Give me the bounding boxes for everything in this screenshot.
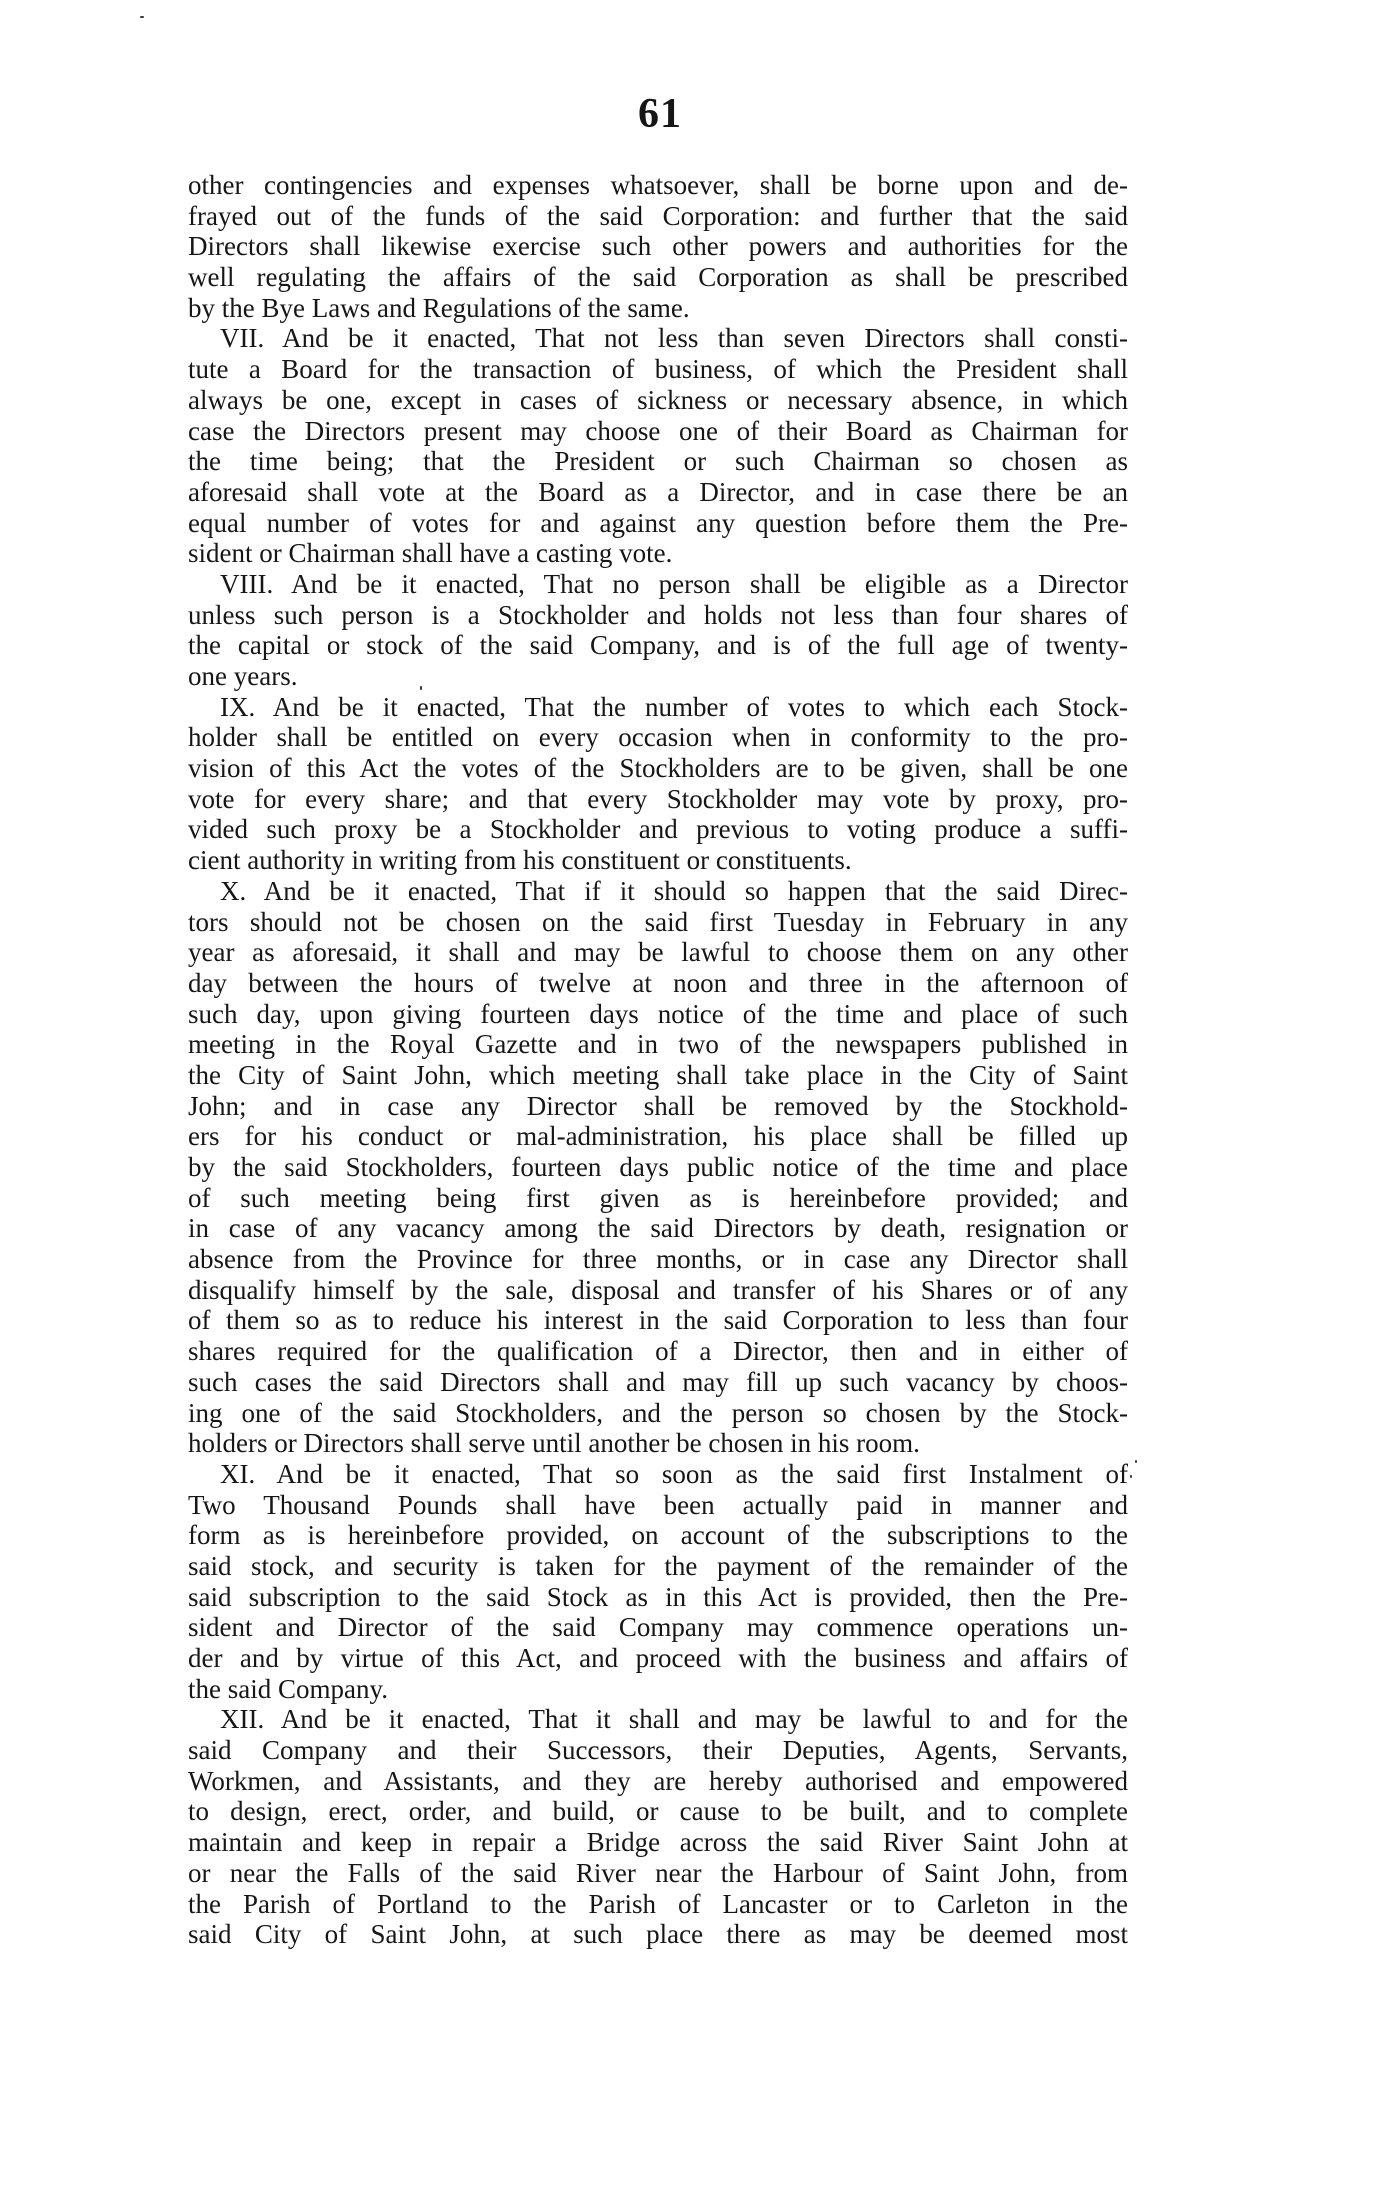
section-vii-heading-line: VII. And be it enacted, That not less than seven Directors shall consti-: [220, 323, 1128, 354]
section-ix-heading-line: IX. And be it enacted, That the number of votes to which each Stock-: [220, 691, 1128, 722]
text-line: said stock, and security is taken for the payment of the remainder of the: [188, 1550, 1128, 1581]
text-line: such cases the said Directors shall and may fill up such vacancy by choos-: [188, 1366, 1128, 1397]
text-line: meeting in the Royal Gazette and in two of the newspapers published in: [188, 1029, 1128, 1060]
text-line: Directors shall likewise exercise such other powers and authorities for the: [188, 231, 1128, 262]
text-line: the said Company.: [188, 1673, 388, 1704]
text-line: of them so as to reduce his interest in the said Corporation to less than four: [188, 1305, 1128, 1336]
section-xii-heading-line: XII. And be it enacted, That it shall and may be lawful to and for the: [220, 1704, 1128, 1735]
text-line: the Parish of Portland to the Parish of Lancaster or to Carleton in the: [188, 1888, 1128, 1919]
text-line: by the said Stockholders, fourteen days public notice of the time and place: [188, 1152, 1128, 1182]
text-line: sident or Chairman shall have a casting vote.: [188, 538, 673, 569]
text-line: holders or Directors shall serve until another be chosen in his room.: [188, 1428, 920, 1459]
section-xi-heading-line: XI. And be it enacted, That so soon as the said first Instalment of: [220, 1458, 1128, 1489]
text-line: holder shall be entitled on every occasion when in conformity to the pro-: [188, 722, 1128, 753]
text-line: ing one of the said Stockholders, and the person so chosen by the Stock-: [188, 1397, 1128, 1428]
body-text: [188, 170, 1128, 1950]
text-line: said subscription to the said Stock as in this Act is provided, then the Pre-: [188, 1581, 1128, 1612]
text-line: form as is hereinbefore provided, on account of the subscriptions to the: [188, 1520, 1128, 1551]
text-line: of such meeting being first given as is hereinbefore provided; and: [188, 1182, 1128, 1213]
text-line: vided such proxy be a Stockholder and previous to voting produce a suffi-: [188, 814, 1128, 845]
section-x-heading-line: X. And be it enacted, That if it should so happen that the said Direc-: [220, 875, 1128, 906]
text-line: by the Bye Laws and Regulations of the same.: [188, 292, 690, 323]
text-line: disqualify himself by the sale, disposal and transfer of his Shares or of any: [188, 1274, 1128, 1305]
text-line: shares required for the qualification of a Director, then and in either of: [188, 1336, 1128, 1367]
text-line: or near the Falls of the said River near the Harbour of Saint John, from: [188, 1857, 1128, 1888]
page-number: 61: [638, 91, 682, 137]
text-line: tors should not be chosen on the said first Tuesday in February in any: [188, 906, 1128, 937]
text-line: such day, upon giving fourteen days notice of the time and place of such: [188, 998, 1128, 1029]
text-line: ers for his conduct or mal-administration, his place shall be filled up: [188, 1121, 1128, 1152]
text-line: Workmen, and Assistants, and they are hereby authorised and empowered: [188, 1765, 1128, 1796]
text-line: Two Thousand Pounds shall have been actually paid in manner and: [188, 1489, 1128, 1520]
text-line: John; and in case any Director shall be removed by the Stockhold-: [188, 1090, 1128, 1121]
text-line: well regulating the affairs of the said Corporation as shall be prescribed: [188, 262, 1128, 293]
text-line: unless such person is a Stockholder and holds not less than four shares of: [188, 599, 1128, 630]
text-line: to design, erect, order, and build, or cause to be built, and to complete: [188, 1796, 1128, 1827]
text-line: der and by virtue of this Act, and proceed with the business and affairs of: [188, 1643, 1128, 1673]
text-line: vision of this Act the votes of the Stockholders are to be given, shall be one: [188, 753, 1128, 784]
text-line: said Company and their Successors, their Deputies, Agents, Servants,: [188, 1735, 1128, 1766]
text-line: the time being; that the President or such Chairman so chosen as: [188, 446, 1128, 477]
text-line: one years.: [188, 661, 298, 691]
text-line: in case of any vacancy among the said Directors by death, resignation or: [188, 1213, 1128, 1244]
text-line: year as aforesaid, it shall and may be lawful to choose them on any other: [188, 937, 1128, 968]
section-viii-heading-line: VIII. And be it enacted, That no person shall be eligible as a Director: [220, 568, 1128, 599]
text-line: frayed out of the funds of the said Corporation: and further that the said: [188, 200, 1128, 231]
text-line: day between the hours of twelve at noon and three in the afternoon of: [188, 967, 1128, 998]
text-line: tute a Board for the transaction of business, of which the President shall: [188, 354, 1128, 385]
text-line: the capital or stock of the said Company, and is of the full age of twenty-: [188, 630, 1128, 661]
text-line: the City of Saint John, which meeting shall take place in the City of Saint: [188, 1059, 1128, 1090]
text-line: cient authority in writing from his constituent or constituents.: [188, 845, 852, 876]
ink-speck: [140, 16, 144, 18]
text-line: aforesaid shall vote at the Board as a Director, and in case there be an: [188, 476, 1128, 507]
text-line: maintain and keep in repair a Bridge across the said River Saint John at: [188, 1827, 1128, 1858]
text-line: said City of Saint John, at such place there as may be deemed most: [188, 1919, 1128, 1950]
ink-speck: [1130, 1475, 1132, 1478]
text-line: sident and Director of the said Company may commence operations un-: [188, 1612, 1128, 1643]
text-line: other contingencies and expenses whatsoever, shall be borne upon and de-: [188, 170, 1128, 200]
text-line: equal number of votes for and against any question before them the Pre-: [188, 507, 1128, 538]
ink-speck: [1135, 1460, 1137, 1463]
text-line: absence from the Province for three months, or in case any Director shall: [188, 1244, 1128, 1275]
text-line: case the Directors present may choose one of their Board as Chairman for: [188, 415, 1128, 446]
text-line: vote for every share; and that every Stockholder may vote by proxy, pro-: [188, 783, 1128, 814]
text-line: always be one, except in cases of sickness or necessary absence, in which: [188, 384, 1128, 415]
